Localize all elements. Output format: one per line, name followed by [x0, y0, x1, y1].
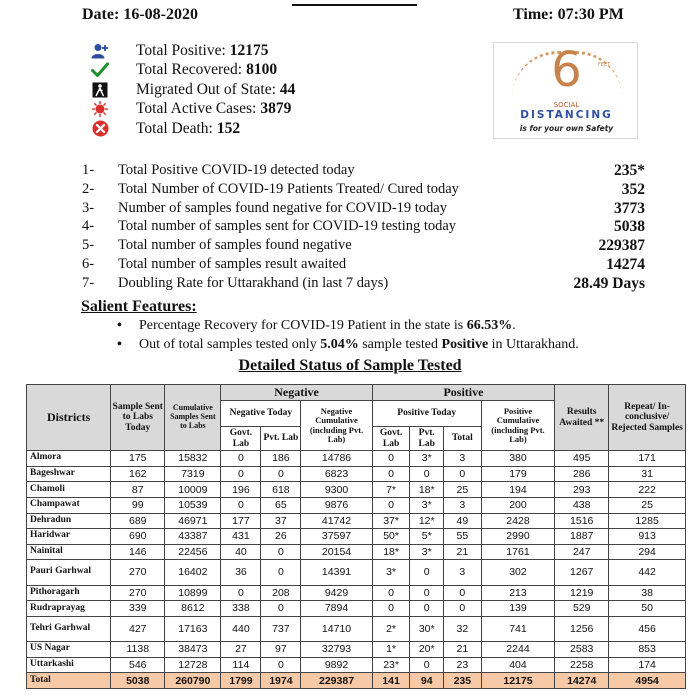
negative-govt-cell: 440	[221, 616, 261, 641]
positive-cumulative-cell: 213	[481, 585, 554, 601]
negative-govt-cell: 196	[221, 482, 261, 498]
repeat-cell: 31	[609, 466, 686, 482]
negative-cumulative-cell: 41742	[301, 513, 372, 529]
positive-govt-cell: 2*	[372, 616, 410, 641]
positive-pvt-cell: 94	[410, 673, 443, 689]
negative-govt-cell: 40	[221, 544, 261, 560]
cumulative-cell: 17163	[165, 616, 221, 641]
positive-govt-cell: 0	[372, 497, 410, 513]
stats-list	[82, 162, 650, 294]
positive-total-cell: 21	[443, 642, 481, 658]
repeat-cell: 4954	[609, 673, 686, 689]
positive-pvt-cell: 0	[410, 560, 443, 585]
negative-cumulative-cell: 229387	[301, 673, 372, 689]
positive-total-cell: 235	[443, 673, 481, 689]
district-cell: Total	[27, 673, 111, 689]
table-row	[27, 601, 686, 617]
death-icon	[90, 120, 110, 138]
cumulative-cell: 16402	[165, 560, 221, 585]
results-awaited-cell: 1267	[555, 560, 609, 585]
positive-pvt-cell: 18*	[410, 482, 443, 498]
stat-number: 4-	[82, 218, 95, 235]
cumulative-cell: 10009	[165, 482, 221, 498]
summary-active-cases	[90, 100, 295, 120]
negative-govt-cell: 114	[221, 657, 261, 673]
sample-sent-cell: 546	[111, 657, 165, 673]
cumulative-cell: 10539	[165, 497, 221, 513]
summary-value: 12175	[229, 41, 269, 59]
negative-govt-cell: 177	[221, 513, 261, 529]
stat-number: 5-	[82, 237, 95, 254]
col-sample-sent: Sample Sent to Labs Today	[111, 385, 165, 451]
bullet-text: Percentage Recovery for COVID-19 Patient in the state is	[139, 318, 467, 333]
stat-label: Total Number of COVID-19 Patients Treated/ Cured today	[118, 180, 459, 197]
stat-item	[82, 181, 650, 200]
repeat-cell: 171	[609, 451, 686, 467]
col-positive-total: Total	[443, 427, 481, 451]
social-distancing-logo	[493, 42, 638, 139]
negative-cumulative-cell: 37597	[301, 529, 372, 545]
negative-cumulative-cell: 7894	[301, 601, 372, 617]
sample-sent-cell: 270	[111, 560, 165, 585]
add-user-icon	[90, 42, 110, 60]
positive-govt-cell: 1*	[372, 642, 410, 658]
positive-govt-cell: 0	[372, 585, 410, 601]
positive-cumulative-cell: 302	[481, 560, 554, 585]
stat-label: Doubling Rate for Uttarakhand (in last 7 days)	[118, 274, 389, 291]
sample-sent-cell: 99	[111, 497, 165, 513]
negative-govt-cell: 0	[221, 466, 261, 482]
table-row	[27, 497, 686, 513]
summary-total-recovered	[90, 61, 295, 81]
results-awaited-cell: 2583	[555, 642, 609, 658]
bullet-item	[117, 337, 579, 356]
positive-cumulative-cell: 200	[481, 497, 554, 513]
summary-block	[90, 41, 295, 139]
table-row	[27, 616, 686, 641]
results-awaited-cell: 286	[555, 466, 609, 482]
table-row	[27, 657, 686, 673]
stat-label: Total number of samples sent for COVID-19 testing today	[118, 218, 457, 235]
stat-item	[82, 218, 650, 237]
negative-cumulative-cell: 14710	[301, 616, 372, 641]
repeat-cell: 853	[609, 642, 686, 658]
repeat-cell: 442	[609, 560, 686, 585]
district-cell: Haridwar	[27, 529, 111, 545]
sample-status-table	[26, 384, 686, 689]
positive-pvt-cell: 0	[410, 466, 443, 482]
results-awaited-cell: 529	[555, 601, 609, 617]
negative-cumulative-cell: 9300	[301, 482, 372, 498]
negative-cumulative-cell: 32793	[301, 642, 372, 658]
negative-pvt-cell: 37	[261, 513, 301, 529]
table-row	[27, 560, 686, 585]
cumulative-cell: 43387	[165, 529, 221, 545]
positive-cumulative-cell: 194	[481, 482, 554, 498]
bullet-highlight: 5.04%	[320, 337, 359, 352]
negative-cumulative-cell: 6823	[301, 466, 372, 482]
table-row	[27, 466, 686, 482]
stat-label: Number of samples found negative for COVID-19 today	[118, 199, 447, 216]
salient-bullets	[117, 318, 579, 356]
stat-value: 14274	[606, 255, 645, 273]
table-row	[27, 529, 686, 545]
col-positive-pvt-lab: Pvt. Lab	[410, 427, 443, 451]
stat-item	[82, 200, 650, 219]
negative-govt-cell: 1799	[221, 673, 261, 689]
stat-label: Total Positive COVID-19 detected today	[118, 162, 355, 178]
logo-social: SOCIAL	[553, 101, 580, 109]
summary-total-positive	[90, 41, 295, 61]
col-positive-cumulative: Positive Cumulative (including Pvt. Lab)	[481, 401, 554, 451]
summary-value: 152	[216, 119, 241, 137]
stat-value: 352	[621, 180, 645, 198]
results-awaited-cell: 1516	[555, 513, 609, 529]
positive-total-cell: 0	[443, 585, 481, 601]
results-awaited-cell: 495	[555, 451, 609, 467]
positive-cumulative-cell: 2990	[481, 529, 554, 545]
sample-sent-cell: 87	[111, 482, 165, 498]
stat-number: 7-	[82, 274, 95, 291]
cumulative-cell: 46971	[165, 513, 221, 529]
district-cell: Dehradun	[27, 513, 111, 529]
repeat-cell: 38	[609, 585, 686, 601]
summary-migrated	[90, 80, 295, 100]
positive-govt-cell: 0	[372, 466, 410, 482]
summary-value: 8100	[246, 61, 278, 79]
negative-cumulative-cell: 9892	[301, 657, 372, 673]
summary-value: 3879	[260, 100, 292, 118]
sample-sent-cell: 5038	[111, 673, 165, 689]
positive-govt-cell: 37*	[372, 513, 410, 529]
table-total-row	[27, 673, 686, 689]
check-icon	[90, 61, 110, 79]
district-cell: Chamoli	[27, 482, 111, 498]
negative-govt-cell: 0	[221, 585, 261, 601]
sample-sent-cell: 689	[111, 513, 165, 529]
negative-pvt-cell: 97	[261, 642, 301, 658]
negative-pvt-cell: 186	[261, 451, 301, 467]
negative-pvt-cell: 26	[261, 529, 301, 545]
migration-icon	[90, 81, 110, 99]
district-cell: Champawat	[27, 497, 111, 513]
positive-cumulative-cell: 404	[481, 657, 554, 673]
table-row	[27, 482, 686, 498]
positive-govt-cell: 3*	[372, 560, 410, 585]
sample-sent-cell: 339	[111, 601, 165, 617]
cumulative-cell: 15832	[165, 451, 221, 467]
logo-numeral: 6	[551, 42, 582, 98]
summary-label: Total Active Cases:	[136, 100, 257, 118]
negative-pvt-cell: 618	[261, 482, 301, 498]
stat-number: 1-	[82, 162, 95, 178]
repeat-cell: 294	[609, 544, 686, 560]
positive-cumulative-cell: 380	[481, 451, 554, 467]
sample-sent-cell: 270	[111, 585, 165, 601]
positive-total-cell: 49	[443, 513, 481, 529]
positive-cumulative-cell: 179	[481, 466, 554, 482]
results-awaited-cell: 293	[555, 482, 609, 498]
summary-label: Migrated Out of State:	[136, 80, 276, 98]
positive-pvt-cell: 12*	[410, 513, 443, 529]
cumulative-cell: 22456	[165, 544, 221, 560]
positive-cumulative-cell: 2428	[481, 513, 554, 529]
cumulative-cell: 8612	[165, 601, 221, 617]
summary-label: Total Recovered:	[136, 61, 243, 79]
stat-value: 235*	[614, 162, 645, 179]
table-row	[27, 585, 686, 601]
sample-sent-cell: 175	[111, 451, 165, 467]
col-positive: Positive	[372, 385, 555, 401]
table-row	[27, 642, 686, 658]
positive-govt-cell: 50*	[372, 529, 410, 545]
bullet-text: in Uttarakhand.	[488, 337, 579, 352]
positive-pvt-cell: 20*	[410, 642, 443, 658]
table-row	[27, 513, 686, 529]
sample-sent-cell: 146	[111, 544, 165, 560]
negative-govt-cell: 0	[221, 497, 261, 513]
negative-cumulative-cell: 9429	[301, 585, 372, 601]
sample-sent-cell: 162	[111, 466, 165, 482]
table-title: Detailed Status of Sample Tested	[238, 357, 462, 374]
positive-pvt-cell: 30*	[410, 616, 443, 641]
positive-total-cell: 23	[443, 657, 481, 673]
positive-total-cell: 25	[443, 482, 481, 498]
positive-govt-cell: 141	[372, 673, 410, 689]
negative-pvt-cell: 65	[261, 497, 301, 513]
sample-sent-cell: 427	[111, 616, 165, 641]
positive-cumulative-cell: 12175	[481, 673, 554, 689]
district-cell: Nainital	[27, 544, 111, 560]
positive-pvt-cell: 0	[410, 601, 443, 617]
negative-pvt-cell: 0	[261, 560, 301, 585]
bullet-text: .	[512, 318, 516, 333]
negative-pvt-cell: 1974	[261, 673, 301, 689]
col-negative-pvt-lab: Pvt. Lab	[261, 427, 301, 451]
results-awaited-cell: 1887	[555, 529, 609, 545]
cumulative-cell: 10899	[165, 585, 221, 601]
stat-item	[82, 162, 650, 181]
bullet-highlight: Positive	[441, 337, 489, 352]
positive-pvt-cell: 0	[410, 657, 443, 673]
negative-pvt-cell: 0	[261, 466, 301, 482]
summary-label: Total Death:	[136, 119, 213, 137]
col-repeat-rejected: Repeat/ In-conclusive/ Rejected Samples	[609, 385, 686, 451]
positive-total-cell: 3	[443, 560, 481, 585]
table-row	[27, 451, 686, 467]
summary-total-death	[90, 119, 295, 139]
col-cumulative-samples: Cumulative Samples Sent to Labs	[165, 385, 221, 451]
col-districts: Districts	[27, 385, 111, 451]
results-awaited-cell: 2258	[555, 657, 609, 673]
stat-number: 3-	[82, 199, 95, 216]
negative-cumulative-cell: 20154	[301, 544, 372, 560]
repeat-cell: 456	[609, 616, 686, 641]
col-results-awaited: Results Awaited **	[555, 385, 609, 451]
report-date: Date: 16-08-2020	[82, 6, 198, 23]
bullet-text: Out of total samples tested only	[139, 337, 321, 352]
results-awaited-cell: 438	[555, 497, 609, 513]
positive-total-cell: 3	[443, 451, 481, 467]
repeat-cell: 1285	[609, 513, 686, 529]
positive-govt-cell: 0	[372, 451, 410, 467]
bullet-dot-icon: •	[117, 318, 122, 333]
cumulative-cell: 38473	[165, 642, 221, 658]
stat-item	[82, 275, 650, 294]
negative-govt-cell: 36	[221, 560, 261, 585]
positive-govt-cell: 23*	[372, 657, 410, 673]
district-cell: US Nagar	[27, 642, 111, 658]
stat-number: 6-	[82, 255, 95, 272]
positive-govt-cell: 18*	[372, 544, 410, 560]
positive-total-cell: 0	[443, 466, 481, 482]
district-cell: Rudraprayag	[27, 601, 111, 617]
cumulative-cell: 7319	[165, 466, 221, 482]
positive-cumulative-cell: 741	[481, 616, 554, 641]
bullet-text: sample tested	[358, 337, 442, 352]
negative-cumulative-cell: 9876	[301, 497, 372, 513]
negative-cumulative-cell: 14391	[301, 560, 372, 585]
positive-pvt-cell: 3*	[410, 497, 443, 513]
repeat-cell: 174	[609, 657, 686, 673]
positive-total-cell: 32	[443, 616, 481, 641]
summary-value: 44	[279, 80, 296, 98]
bullet-dot-icon: •	[117, 337, 122, 352]
results-awaited-cell: 14274	[555, 673, 609, 689]
results-awaited-cell: 1256	[555, 616, 609, 641]
stat-label: Total number of samples result awaited	[118, 255, 347, 272]
repeat-cell: 25	[609, 497, 686, 513]
positive-pvt-cell: 3*	[410, 544, 443, 560]
cumulative-cell: 260790	[165, 673, 221, 689]
virus-icon	[90, 100, 110, 118]
repeat-cell: 913	[609, 529, 686, 545]
negative-cumulative-cell: 14786	[301, 451, 372, 467]
positive-total-cell: 0	[443, 601, 481, 617]
header-rule	[292, 4, 417, 6]
district-cell: Bageshwar	[27, 466, 111, 482]
positive-total-cell: 55	[443, 529, 481, 545]
district-cell: Pithoragarh	[27, 585, 111, 601]
district-cell: Pauri Garhwal	[27, 560, 111, 585]
positive-pvt-cell: 5*	[410, 529, 443, 545]
table-row	[27, 544, 686, 560]
col-negative-today: Negative Today	[221, 401, 301, 427]
table-body	[27, 451, 686, 689]
positive-pvt-cell: 0	[410, 585, 443, 601]
negative-govt-cell: 338	[221, 601, 261, 617]
stat-value: 229387	[598, 237, 645, 255]
results-awaited-cell: 1219	[555, 585, 609, 601]
col-positive-govt-lab: Govt. Lab	[372, 427, 410, 451]
negative-pvt-cell: 208	[261, 585, 301, 601]
negative-pvt-cell: 0	[261, 601, 301, 617]
district-cell: Uttarkashi	[27, 657, 111, 673]
cumulative-cell: 12728	[165, 657, 221, 673]
sample-sent-cell: 690	[111, 529, 165, 545]
stat-value: 3773	[614, 199, 645, 217]
stat-number: 2-	[82, 180, 95, 197]
summary-label: Total Positive:	[136, 41, 226, 59]
stat-value: 5038	[614, 218, 645, 236]
positive-govt-cell: 0	[372, 601, 410, 617]
logo-tagline: is for your own Safety	[519, 124, 614, 133]
sample-sent-cell: 1138	[111, 642, 165, 658]
positive-cumulative-cell: 2244	[481, 642, 554, 658]
negative-pvt-cell: 0	[261, 657, 301, 673]
stat-item	[82, 256, 650, 275]
stat-item	[82, 237, 650, 256]
repeat-cell: 222	[609, 482, 686, 498]
negative-pvt-cell: 737	[261, 616, 301, 641]
logo-distancing: DISTANCING	[520, 109, 613, 121]
negative-govt-cell: 431	[221, 529, 261, 545]
district-cell: Tehri Garhwal	[27, 616, 111, 641]
logo-feet: FEET	[598, 62, 611, 68]
negative-pvt-cell: 0	[261, 544, 301, 560]
col-negative-govt-lab: Govt. Lab	[221, 427, 261, 451]
positive-total-cell: 3	[443, 497, 481, 513]
negative-govt-cell: 0	[221, 451, 261, 467]
district-cell: Almora	[27, 451, 111, 467]
stat-label: Total number of samples found negative	[118, 237, 352, 254]
bullet-item	[117, 318, 579, 337]
repeat-cell: 50	[609, 601, 686, 617]
results-awaited-cell: 247	[555, 544, 609, 560]
report-time: Time: 07:30 PM	[513, 6, 624, 23]
col-negative-cumulative: Negative Cumulative (including Pvt. Lab)	[301, 401, 372, 451]
col-positive-today: Positive Today	[372, 401, 481, 427]
positive-govt-cell: 7*	[372, 482, 410, 498]
salient-title: Salient Features:	[81, 298, 197, 315]
positive-total-cell: 21	[443, 544, 481, 560]
bullet-highlight: 66.53%	[466, 318, 513, 333]
positive-cumulative-cell: 139	[481, 601, 554, 617]
col-negative: Negative	[221, 385, 372, 401]
stat-value: 28.49 Days	[573, 274, 645, 292]
positive-pvt-cell: 3*	[410, 451, 443, 467]
negative-govt-cell: 27	[221, 642, 261, 658]
positive-cumulative-cell: 1761	[481, 544, 554, 560]
